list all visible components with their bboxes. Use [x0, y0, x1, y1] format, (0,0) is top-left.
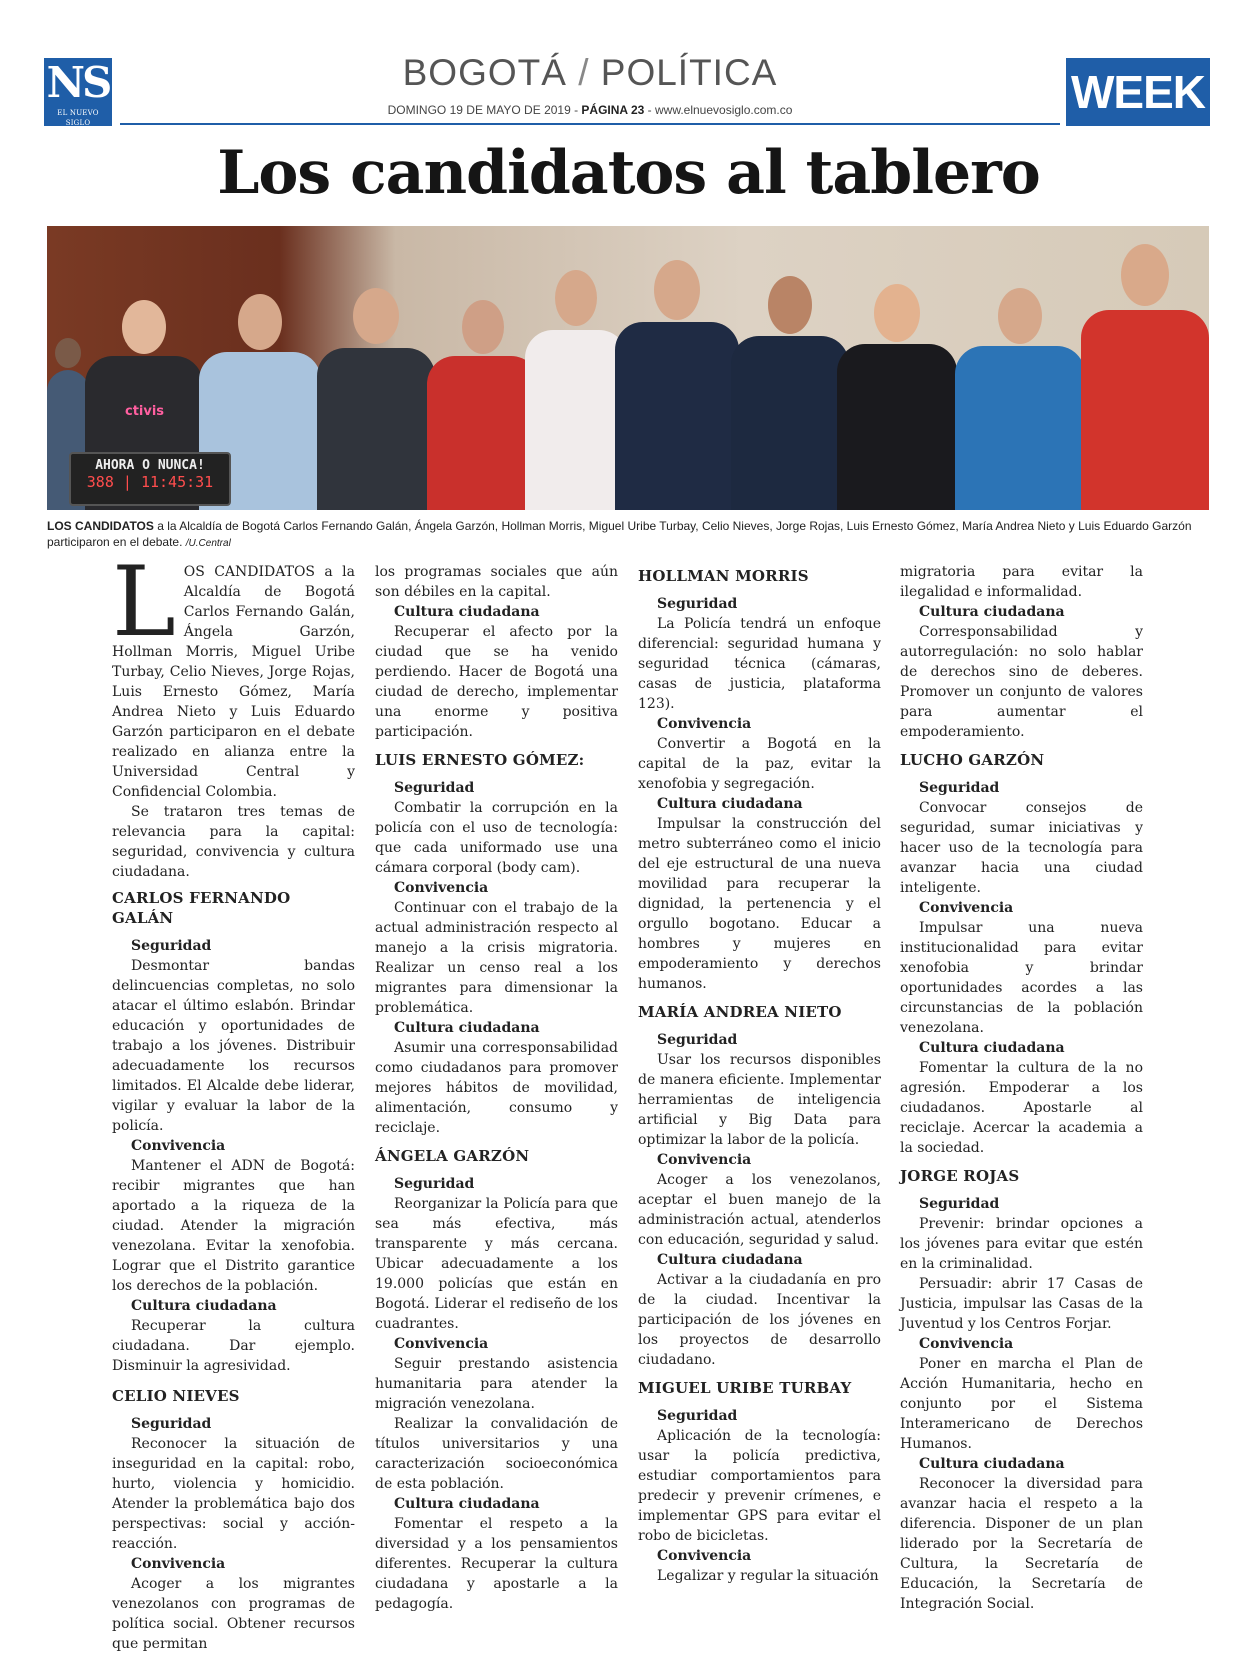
topic-heading: Cultura ciudadana	[919, 1456, 1065, 1472]
proposal-text: Realizar la convalidación de títulos universitarios y una caracterización socioeconómica de esta población.	[375, 1416, 618, 1492]
article-column-3	[638, 562, 881, 1586]
section-city: BOGOTÁ	[402, 52, 567, 93]
proposal-text: Desmontar bandas delincuencias completas, no solo atacar el último eslabón. Brindar educación y oportunidades de trabajo a los jóvenes. Distribuir adecuadamente los recursos limitados. El Alcalde debe liderar, vigilar y evaluar la labor de la policía.	[112, 958, 355, 1134]
topic-heading: Cultura ciudadana	[657, 796, 803, 812]
section-title	[120, 52, 1060, 94]
proposal-text: Reconocer la diversidad para avanzar hacia el respeto a la diferencia. Disponer de un plan liderado por la Secretaría de Cultura, la Secretaría de Educación, la Secretaría de Integración Social.	[900, 1476, 1143, 1612]
article-column-4	[900, 562, 1143, 1614]
topic-heading: Seguridad	[131, 938, 212, 954]
proposal-text: Legalizar y regular la situación	[657, 1568, 879, 1584]
proposal-text: Continuar con el trabajo de la actual administración respecto al manejo a la crisis migratoria. Realizar un censo real a los migrantes para dimensionar la problemática.	[375, 900, 618, 1016]
topic-heading: Cultura ciudadana	[919, 1040, 1065, 1056]
sign-text: AHORA O NUNCA!	[95, 458, 205, 473]
proposal-text: Reconocer la situación de inseguridad en la capital: robo, hurto, violencia y homicidio. Atender la problemática bajo dos perspectivas: social y acción-reacción.	[112, 1436, 355, 1552]
topic-heading: Cultura ciudadana	[394, 1020, 540, 1036]
section-topic: POLÍTICA	[600, 52, 778, 93]
topic-heading: Convivencia	[919, 900, 1014, 916]
topic-heading: Seguridad	[131, 1416, 212, 1432]
newspaper-logo	[44, 58, 112, 126]
section-separator: /	[566, 52, 601, 93]
candidate-name: CELIO NIEVES	[112, 1387, 240, 1405]
proposal-text: Convocar consejos de seguridad, sumar iniciativas y hacer uso de la tecnología para avanzar hacia una ciudad inteligente.	[900, 800, 1143, 896]
proposal-text: migratoria para evitar la ilegalidad e informalidad.	[900, 564, 1143, 600]
proposal-text: Reorganizar la Policía para que sea más efectiva, más transparente y más cercana. Ubicar adecuadamente a los 19.000 policías que están en Bogotá. Liderar el rediseño de los cuadrantes.	[375, 1196, 618, 1332]
proposal-text: Prevenir: brindar opciones a los jóvenes para evitar que estén en la criminalidad.	[900, 1216, 1143, 1272]
topic-heading: Convivencia	[131, 1138, 226, 1154]
photo-credit: /U.Central	[185, 538, 231, 549]
topic-heading: Seguridad	[919, 780, 1000, 796]
topic-heading: Convivencia	[919, 1336, 1014, 1352]
logo-subtitle: EL NUEVO SIGLO	[57, 109, 99, 127]
proposal-text: Impulsar la construcción del metro subterráneo como el inicio del eje estructural de una nueva movilidad para recuperar la dignidad, la pertenencia y el orgullo bogotano. Educar a hombres y mujeres en empoderamiento y derechos humanos.	[638, 816, 881, 992]
headline: Los candidatos al tablero	[217, 138, 1040, 208]
article-column-1	[112, 546, 355, 1654]
shirt-text: ctivis	[125, 404, 165, 419]
topic-heading: Convivencia	[131, 1556, 226, 1572]
proposal-text: Asumir una corresponsabilidad como ciudadanos para promover mejores hábitos de movilidad, alimentación, consumo y reciclaje.	[375, 1040, 618, 1136]
proposal-text: Combatir la corrupción en la policía con el uso de tecnología: que cada uniformado use una cámara corporal (body cam).	[375, 800, 618, 876]
logo-initials: NS	[46, 58, 110, 107]
topic-heading: Cultura ciudadana	[919, 604, 1065, 620]
header-rule	[120, 123, 1060, 125]
sign-counter: 388 | 11:45:31	[86, 473, 214, 491]
candidates-photo	[47, 226, 1209, 510]
proposal-text: Poner en marcha el Plan de Acción Humanitaria, hecho en conjunto por el Sistema Interamericano de Derechos Humanos.	[900, 1356, 1143, 1452]
topic-heading: Seguridad	[657, 596, 738, 612]
topic-heading: Cultura ciudadana	[394, 1496, 540, 1512]
candidate-name: MIGUEL URIBE TURBAY	[638, 1379, 852, 1397]
topic-heading: Seguridad	[394, 780, 475, 796]
proposal-text: Mantener el ADN de Bogotá: recibir migrantes que han aportado a la riqueza de la ciudad. Atender la migración venezolana. Evitar la xenofobia. Lograr que el Distrito garantice los derechos de la población.	[112, 1158, 355, 1294]
candidate-name: LUCHO GARZÓN	[900, 751, 1045, 769]
topic-heading: Cultura ciudadana	[394, 604, 540, 620]
proposal-text: Persuadir: abrir 17 Casas de Justicia, impulsar las Casas de la Juventud y los Centros Forjar.	[900, 1276, 1143, 1332]
page-number: PÁGINA 23	[581, 103, 645, 117]
candidate-name: ÁNGELA GARZÓN	[375, 1147, 530, 1165]
proposal-text: Fomentar la cultura de la no agresión. Empoderar a los ciudadanos. Apostarle al reciclaje. Acercar la academia a la sociedad.	[900, 1060, 1143, 1156]
caption-lead: LOS CANDIDATOS	[47, 519, 154, 533]
photo-caption	[47, 518, 1211, 552]
topic-heading: Seguridad	[919, 1196, 1000, 1212]
proposal-text: Recuperar el afecto por la ciudad que se ha venido perdiendo. Hacer de Bogotá una ciudad de derecho, implementar una enorme y positiva participación.	[375, 624, 618, 740]
proposal-text: Usar los recursos disponibles de manera eficiente. Implementar herramientas de inteligencia artificial y Big Data para optimizar la labor de la policía.	[638, 1052, 881, 1148]
topic-heading: Seguridad	[657, 1032, 738, 1048]
intro-paragraph-2: Se trataron tres temas de relevancia para la capital: seguridad, convivencia y cultura ciudadana.	[112, 804, 355, 880]
proposal-text: Acoger a los migrantes venezolanos con programas de política social. Obtener recursos que permitan	[112, 1576, 355, 1652]
topic-heading: Convivencia	[657, 1152, 752, 1168]
caption-text: a la Alcaldía de Bogotá Carlos Fernando Galán, Ángela Garzón, Hollman Morris, Miguel Uribe Turbay, Celio Nieves, Jorge Rojas, Luis Ernesto Gómez, María Andrea Nieto y Luis Eduardo Garzón participaron en el debate.	[47, 519, 1192, 549]
topic-heading: Seguridad	[657, 1408, 738, 1424]
candidate-name: JORGE ROJAS	[900, 1167, 1020, 1185]
photo-person	[955, 288, 1085, 510]
photo-person	[1081, 244, 1209, 510]
topic-heading: Convivencia	[657, 716, 752, 732]
countdown-sign	[69, 452, 231, 506]
photo-person	[615, 260, 739, 510]
photo-person	[525, 270, 627, 510]
website-text: - www.elnuevosiglo.com.co	[644, 103, 793, 117]
photo-person	[317, 288, 435, 510]
dateline	[120, 103, 1060, 117]
photo-person	[731, 276, 849, 510]
proposal-text: Seguir prestando asistencia humanitaria para atender la migración venezolana.	[375, 1356, 618, 1412]
intro-paragraph: LOS CANDIDATOS a la Alcaldía de Bogotá Carlos Fernando Galán, Ángela Garzón, Hollman Morris, Miguel Uribe Turbay, Celio Nieves, Jorge Rojas, Luis Ernesto Gómez, María Andrea Nieto y Luis Eduardo Garzón participaron en el debate realizado en alianza entre la Universidad Central y Confidencial Colombia.	[112, 546, 355, 800]
week-logo: WEEK	[1066, 58, 1210, 126]
candidate-name: MARÍA ANDREA NIETO	[638, 1003, 842, 1021]
proposal-text: Acoger a los venezolanos, aceptar el buen manejo de la administración actual, atenderlos con educación, seguridad y salud.	[638, 1172, 881, 1248]
topic-heading: Convivencia	[394, 880, 489, 896]
topic-heading: Convivencia	[394, 1336, 489, 1352]
photo-person	[427, 300, 539, 510]
proposal-text: Fomentar el respeto a la diversidad y a los pensamientos diferentes. Recuperar la cultura ciudadana y apostarle a la pedagogía.	[375, 1516, 618, 1612]
topic-heading: Convivencia	[657, 1548, 752, 1564]
proposal-text: los programas sociales que aún son débiles en la capital.	[375, 564, 618, 600]
proposal-text: Impulsar una nueva institucionalidad para evitar xenofobia y brindar oportunidades acordes a las circunstancias de la población venezolana.	[900, 920, 1143, 1036]
photo-person	[837, 284, 957, 510]
article-column-2	[375, 562, 618, 1614]
candidate-name: CARLOS FERNANDO GALÁN	[112, 889, 291, 927]
topic-heading: Seguridad	[394, 1176, 475, 1192]
dropcap: L	[112, 546, 176, 658]
proposal-text: La Policía tendrá un enfoque diferencial: seguridad humana y seguridad técnica (cámaras, casas de justicia, plataforma 123).	[638, 616, 881, 712]
proposal-text: Recuperar la cultura ciudadana. Dar ejemplo. Disminuir la agresividad.	[112, 1318, 355, 1374]
proposal-text: Corresponsabilidad y autorregulación: no solo hablar de derechos sino de deberes. Promover un conjunto de valores para aumentar el empoderamiento.	[900, 624, 1143, 740]
proposal-text: Activar a la ciudadanía en pro de la ciudad. Incentivar la participación de los jóvenes en los proyectos de desarrollo ciudadano.	[638, 1272, 881, 1368]
topic-heading: Cultura ciudadana	[657, 1252, 803, 1268]
proposal-text: Convertir a Bogotá en la capital de la paz, evitar la xenofobia y segregación.	[638, 736, 881, 792]
topic-heading: Cultura ciudadana	[131, 1298, 277, 1314]
candidate-name: HOLLMAN MORRIS	[638, 567, 809, 585]
proposal-text: Aplicación de la tecnología: usar la policía predictiva, estudiar comportamientos para predecir y prevenir crímenes, e implementar GPS para evitar el robo de bicicletas.	[638, 1428, 881, 1544]
candidate-name: LUIS ERNESTO GÓMEZ:	[375, 751, 585, 769]
date-text: DOMINGO 19 DE MAYO DE 2019 -	[387, 103, 582, 117]
